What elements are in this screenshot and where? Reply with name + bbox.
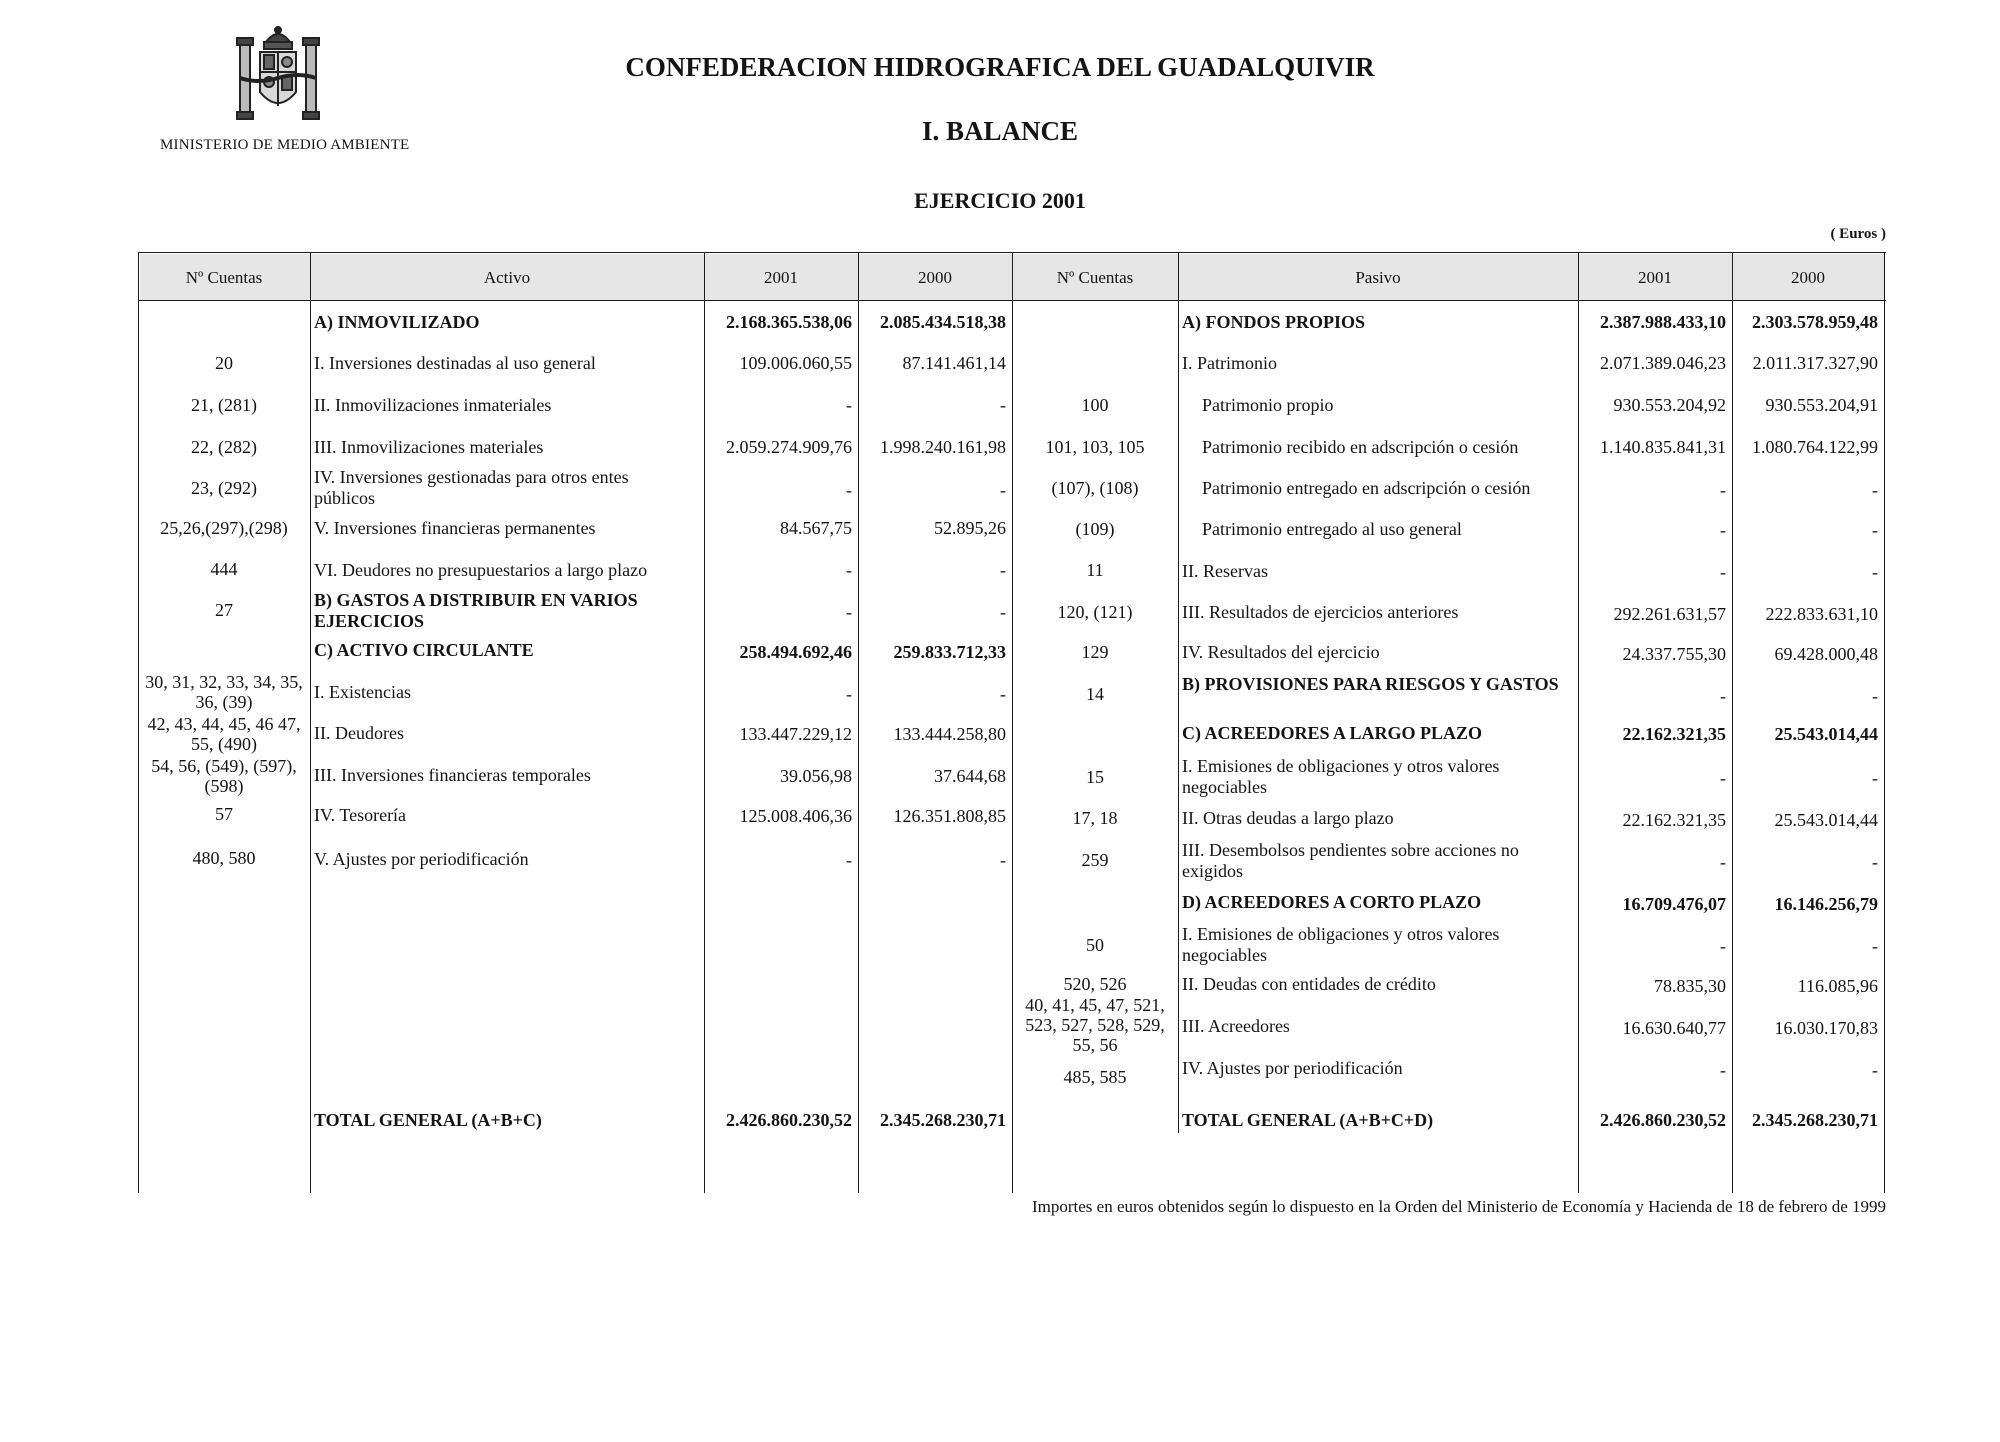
- liability-value-2001: 78.835,30: [1654, 976, 1726, 996]
- asset-code: 27: [215, 600, 233, 620]
- liability-code: 120, (121): [1057, 602, 1133, 622]
- asset-value-2001: -: [846, 684, 852, 704]
- liability-code: 259: [1081, 850, 1109, 870]
- liability-code: 100: [1081, 395, 1109, 415]
- liability-value-2000: 16.146.256,79: [1774, 894, 1878, 914]
- liability-label: C) ACREEDORES A LARGO PLAZO: [1182, 723, 1483, 743]
- asset-label: II. Inmovilizaciones inmateriales: [314, 395, 552, 415]
- liability-value-2001: -: [1720, 768, 1726, 788]
- asset-value-2001: 133.447.229,12: [739, 724, 852, 744]
- asset-label: II. Deudores: [314, 723, 404, 743]
- asset-value-2001: 39.056,98: [780, 766, 852, 786]
- asset-label: III. Inmovilizaciones materiales: [314, 437, 544, 457]
- asset-value-2000: -: [1000, 560, 1006, 580]
- liability-value-2000: -: [1872, 520, 1878, 540]
- asset-label: V. Ajustes por periodificación: [314, 849, 529, 869]
- liability-value-2000: -: [1872, 562, 1878, 582]
- liability-value-2001: 16.709.476,07: [1622, 894, 1726, 914]
- liability-code: 129: [1081, 642, 1109, 662]
- liability-value-2000: -: [1872, 768, 1878, 788]
- asset-label: VI. Deudores no presupuestarios a largo plazo: [314, 560, 648, 580]
- liability-label: D) ACREEDORES A CORTO PLAZO: [1182, 892, 1482, 912]
- asset-code: 444: [210, 559, 238, 579]
- liability-label: II. Deudas con entidades de crédito: [1182, 974, 1436, 994]
- currency-note: ( Euros ): [1830, 226, 1886, 242]
- liability-value-2000: 2.011.317.327,90: [1752, 353, 1878, 373]
- asset-label: IV. Inversiones gestionadas para otros entes públicos: [314, 467, 629, 508]
- liability-label: Patrimonio entregado al uso general: [1202, 519, 1462, 539]
- document-title: I. BALANCE: [921, 116, 1079, 146]
- liability-value-2000: -: [1872, 480, 1878, 500]
- liability-label: I. Patrimonio: [1182, 353, 1277, 373]
- asset-value-2000: -: [1000, 684, 1006, 704]
- liability-value-2000: 930.553.204,91: [1765, 395, 1878, 415]
- liability-value-2000: 16.030.170,83: [1774, 1018, 1878, 1038]
- liability-label: B) PROVISIONES PARA RIESGOS Y GASTOS: [1182, 674, 1559, 694]
- asset-label: III. Inversiones financieras temporales: [314, 765, 591, 785]
- liability-value-2000: 1.080.764.122,99: [1752, 437, 1878, 457]
- header-assets: Activo: [483, 268, 531, 287]
- asset-label: V. Inversiones financieras permanentes: [314, 518, 596, 538]
- header-2001: 2001: [764, 268, 798, 287]
- asset-value-2001: 2.168.365.538,06: [726, 312, 852, 332]
- asset-code: 23, (292): [191, 478, 257, 498]
- asset-label: B) GASTOS A DISTRIBUIR EN VARIOS EJERCICIOS: [314, 590, 638, 631]
- header-liabilities: Pasivo: [1355, 268, 1401, 287]
- asset-value-2000: 87.141.461,14: [902, 353, 1006, 373]
- asset-code: 57: [215, 804, 233, 824]
- assets-total-2001: 2.426.860.230,52: [726, 1110, 852, 1130]
- asset-label: I. Existencias: [314, 682, 411, 702]
- asset-value-2000: 2.085.434.518,38: [880, 312, 1006, 332]
- asset-code: 480, 580: [192, 848, 256, 868]
- liability-value-2001: 1.140.835.841,31: [1600, 437, 1726, 457]
- liability-value-2000: 222.833.631,10: [1765, 604, 1878, 624]
- asset-value-2000: 126.351.808,85: [893, 806, 1006, 826]
- asset-label: I. Inversiones destinadas al uso general: [314, 353, 596, 373]
- liability-code: 485, 585: [1063, 1067, 1127, 1087]
- asset-value-2000: 52.895,26: [934, 518, 1006, 538]
- liability-label: Patrimonio recibido en adscripción o cesión: [1202, 437, 1519, 457]
- asset-code: 22, (282): [191, 437, 257, 457]
- ministry-name: MINISTERIO DE MEDIO AMBIENTE: [160, 137, 410, 153]
- asset-code: 21, (281): [191, 395, 257, 415]
- header-2000-liabilities: 2000: [1791, 268, 1825, 287]
- organization-title: CONFEDERACION HIDROGRAFICA DEL GUADALQUIVIR: [625, 52, 1375, 82]
- liability-label: IV. Resultados del ejercicio: [1182, 642, 1380, 662]
- liability-code: 15: [1086, 767, 1104, 787]
- liability-label: II. Otras deudas a largo plazo: [1182, 808, 1394, 828]
- liability-label: III. Desembolsos pendientes sobre acciones no exigidos: [1182, 840, 1519, 881]
- header-2000: 2000: [918, 268, 952, 287]
- asset-code: 42, 43, 44, 45, 46 47, 55, (490): [147, 714, 301, 754]
- liabilities-total-label: TOTAL GENERAL (A+B+C+D): [1182, 1110, 1434, 1130]
- liabilities-total-2001: 2.426.860.230,52: [1600, 1110, 1726, 1130]
- balance-table: [138, 252, 1886, 1193]
- asset-value-2001: -: [846, 480, 852, 500]
- asset-label: A) INMOVILIZADO: [314, 312, 480, 332]
- liability-label: I. Emisiones de obligaciones y otros valores negociables: [1182, 924, 1500, 965]
- liability-value-2000: 116.085,96: [1797, 976, 1878, 996]
- liability-value-2001: -: [1720, 936, 1726, 956]
- fiscal-year: EJERCICIO 2001: [914, 188, 1086, 213]
- header-accounts-liabilities: Nº Cuentas: [1056, 268, 1134, 287]
- asset-value-2001: 84.567,75: [780, 518, 852, 538]
- liability-value-2001: 930.553.204,92: [1613, 395, 1726, 415]
- asset-value-2001: -: [846, 850, 852, 870]
- asset-value-2001: 125.008.406,36: [739, 806, 852, 826]
- assets-total-2000: 2.345.268.230,71: [880, 1110, 1006, 1130]
- liability-value-2001: -: [1720, 562, 1726, 582]
- asset-value-2001: -: [846, 602, 852, 622]
- asset-value-2000: -: [1000, 850, 1006, 870]
- footnote: Importes en euros obtenidos según lo dispuesto en la Orden del Ministerio de Economía y Hacienda de 18 de febrero de 1999: [1031, 1197, 1886, 1216]
- asset-value-2000: -: [1000, 480, 1006, 500]
- liability-label: I. Emisiones de obligaciones y otros valores negociables: [1182, 756, 1500, 797]
- liability-value-2000: -: [1872, 852, 1878, 872]
- liability-code: 50: [1086, 935, 1104, 955]
- liability-code: (107), (108): [1051, 478, 1139, 498]
- liability-value-2001: 2.071.389.046,23: [1600, 353, 1726, 373]
- asset-value-2001: 109.006.060,55: [739, 353, 852, 373]
- liability-code: 11: [1086, 560, 1104, 580]
- liability-value-2001: -: [1720, 852, 1726, 872]
- liability-value-2001: 2.387.988.433,10: [1600, 312, 1726, 332]
- liability-value-2000: -: [1872, 686, 1878, 706]
- asset-code: 20: [215, 353, 233, 373]
- liability-value-2001: -: [1720, 686, 1726, 706]
- liability-value-2001: 16.630.640,77: [1622, 1018, 1726, 1038]
- liability-label: A) FONDOS PROPIOS: [1182, 312, 1366, 332]
- liability-value-2001: -: [1720, 480, 1726, 500]
- liability-code: 14: [1086, 684, 1104, 704]
- liability-value-2001: -: [1720, 1060, 1726, 1080]
- liability-code: (109): [1075, 519, 1115, 539]
- header-accounts: Nº Cuentas: [185, 268, 263, 287]
- liability-label: Patrimonio entregado en adscripción o cesión: [1202, 478, 1531, 498]
- liability-value-2000: -: [1872, 1060, 1878, 1080]
- asset-code: 30, 31, 32, 33, 34, 35, 36, (39): [145, 672, 303, 712]
- liability-value-2000: 25.543.014,44: [1774, 724, 1878, 744]
- asset-code: 54, 56, (549), (597), (598): [151, 756, 297, 796]
- liability-value-2000: 69.428.000,48: [1774, 644, 1878, 664]
- asset-value-2001: -: [846, 560, 852, 580]
- liability-label: III. Resultados de ejercicios anteriores: [1182, 602, 1459, 622]
- header-2001-liabilities: 2001: [1638, 268, 1672, 287]
- liability-label: IV. Ajustes por periodificación: [1182, 1058, 1403, 1078]
- liability-code: 40, 41, 45, 47, 521, 523, 527, 528, 529, 55, 56: [1025, 995, 1165, 1055]
- liability-value-2001: 22.162.321,35: [1622, 810, 1726, 830]
- liability-label: III. Acreedores: [1182, 1016, 1290, 1036]
- assets-total-label: TOTAL GENERAL (A+B+C): [314, 1110, 542, 1130]
- asset-value-2000: 259.833.712,33: [893, 642, 1006, 662]
- liability-code: 17, 18: [1072, 808, 1118, 828]
- liability-code: 101, 103, 105: [1045, 437, 1145, 457]
- asset-value-2000: 37.644,68: [934, 766, 1006, 786]
- asset-value-2000: -: [1000, 395, 1006, 415]
- asset-code: 25,26,(297),(298): [160, 518, 288, 538]
- liability-value-2000: 25.543.014,44: [1774, 810, 1878, 830]
- asset-value-2001: -: [846, 395, 852, 415]
- liability-code: 520, 526: [1063, 974, 1127, 994]
- asset-label: IV. Tesorería: [314, 805, 407, 825]
- liability-value-2001: 24.337.755,30: [1622, 644, 1726, 664]
- asset-value-2000: -: [1000, 602, 1006, 622]
- liability-value-2001: -: [1720, 520, 1726, 540]
- asset-value-2001: 258.494.692,46: [739, 642, 852, 662]
- liability-label: II. Reservas: [1182, 561, 1268, 581]
- asset-value-2000: 1.998.240.161,98: [880, 437, 1006, 457]
- asset-value-2000: 133.444.258,80: [893, 724, 1006, 744]
- liabilities-total-2000: 2.345.268.230,71: [1752, 1110, 1878, 1130]
- liability-value-2000: 2.303.578.959,48: [1752, 312, 1878, 332]
- liability-value-2000: -: [1872, 936, 1878, 956]
- asset-label: C) ACTIVO CIRCULANTE: [314, 640, 534, 660]
- liability-value-2001: 22.162.321,35: [1622, 724, 1726, 744]
- liability-label: Patrimonio propio: [1202, 395, 1334, 415]
- liability-value-2001: 292.261.631,57: [1613, 604, 1726, 624]
- asset-value-2001: 2.059.274.909,76: [726, 437, 852, 457]
